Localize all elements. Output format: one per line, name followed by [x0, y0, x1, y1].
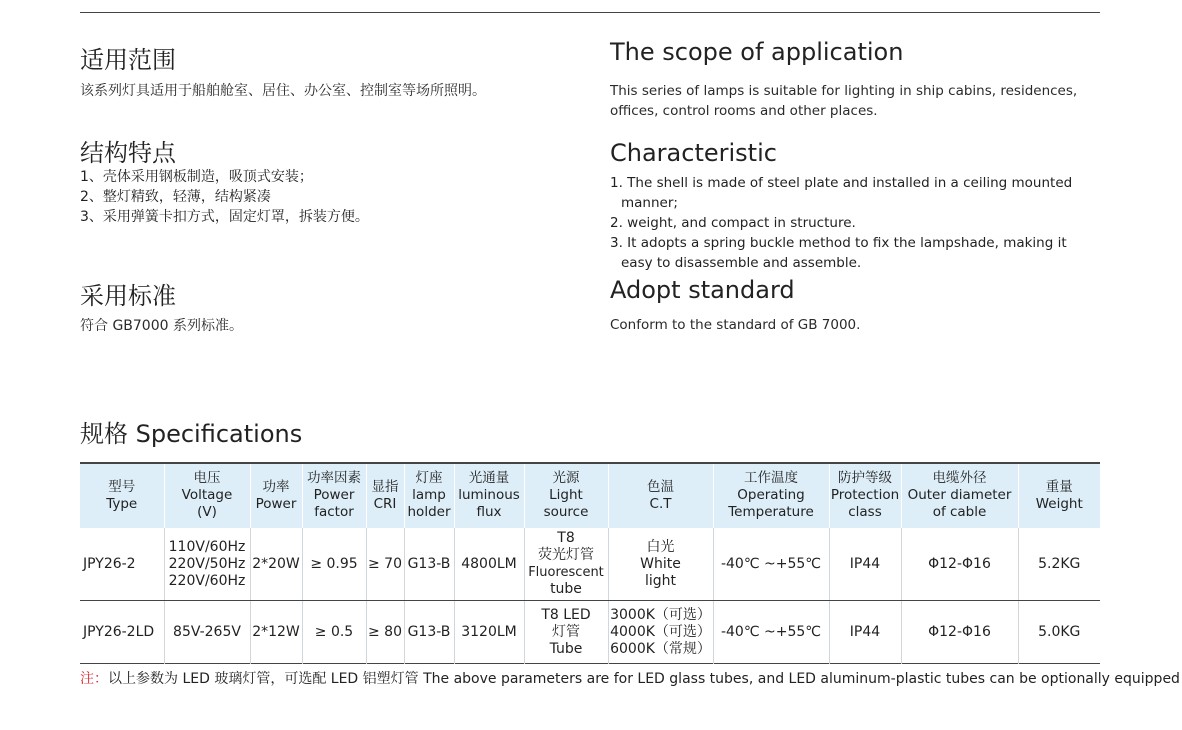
spec-title: 规格 Specifications [80, 420, 303, 448]
cell-protection-class: IP44 [829, 601, 901, 664]
header-lamp-holder: 灯座 lamp holder [404, 463, 454, 528]
en-scope-title: The scope of application [610, 38, 904, 66]
cn-char-title: 结构特点 [80, 139, 176, 167]
header-protection-class: 防护等级 Protection class [829, 463, 901, 528]
en-char-item: 3. It adopts a spring buckle method to fix the lampshade, making it easy to disassemble and assemble. [610, 235, 1067, 271]
cell-protection-class: IP44 [829, 528, 901, 601]
cell-power-factor: ≥ 0.95 [302, 528, 366, 601]
cell-light-source: T8 荧光灯管 Fluorescent tube [524, 528, 608, 601]
header-type: 型号 Type [106, 478, 138, 512]
cell-type: JPY26-2 [80, 528, 164, 601]
header-weight: 重量 Weight [1018, 463, 1100, 528]
footnote [80, 668, 1180, 688]
cell-ct: 3000K（可选） 4000K（可选） 6000K（常规） [608, 601, 713, 664]
footnote-text: 以上参数为 LED 玻璃灯管，可选配 LED 铝塑灯管 The above parameters are for LED glass tubes, and LED aluminum-plastic tubes can be optionally equipped [108, 671, 1180, 687]
spec-header-row [80, 463, 1100, 528]
cell-operating-temperature: -40℃ ~+55℃ [713, 528, 829, 601]
header-cri: 显指 CRI [366, 463, 404, 528]
cell-voltage: 110V/60Hz 220V/50Hz 220V/60Hz [164, 528, 250, 601]
header-ct: 色温 C.T [608, 463, 713, 528]
table-row [80, 528, 1100, 601]
cell-power: 2*20W [250, 528, 302, 601]
cell-cri: ≥ 80 [366, 601, 404, 664]
cell-voltage: 85V-265V [164, 601, 250, 664]
cn-char-item: 1、壳体采用钢板制造，吸顶式安装； [80, 169, 313, 185]
header-light-source: 光源 Light source [524, 463, 608, 528]
cell-lamp-holder: G13-B [404, 601, 454, 664]
cell-power: 2*12W [250, 601, 302, 664]
cell-weight: 5.0KG [1018, 601, 1100, 664]
header-operating-temperature: 工作温度 Operating Temperature [713, 463, 829, 528]
cn-std-title: 采用标准 [80, 282, 176, 310]
cell-cable-diameter: Φ12-Φ16 [901, 528, 1018, 601]
footnote-mark: 注： [80, 671, 108, 687]
en-scope-text: This series of lamps is suitable for lighting in ship cabins, residences, offices, control rooms and other places. [610, 83, 1078, 119]
cn-std-text: 符合 GB7000 系列标准。 [80, 318, 243, 334]
header-voltage: 电压 Voltage (V) [164, 463, 250, 528]
spec-table [80, 462, 1100, 664]
cn-char-list [80, 167, 580, 227]
table-row [80, 601, 1100, 664]
en-char-title: Characteristic [610, 139, 777, 167]
cell-lamp-holder: G13-B [404, 528, 454, 601]
cn-scope-title: 适用范围 [80, 46, 176, 74]
cell-weight: 5.2KG [1018, 528, 1100, 601]
header-cable-diameter: 电缆外径 Outer diameter of cable [901, 463, 1018, 528]
cell-cable-diameter: Φ12-Φ16 [901, 601, 1018, 664]
cell-power-factor: ≥ 0.5 [302, 601, 366, 664]
cell-luminous-flux: 4800LM [454, 528, 524, 601]
header-power: 功率 Power [250, 463, 302, 528]
top-divider [80, 12, 1100, 13]
cell-cri: ≥ 70 [366, 528, 404, 601]
header-luminous-flux: 光通量 luminous flux [454, 463, 524, 528]
cell-light-source: T8 LED 灯管 Tube [524, 601, 608, 664]
en-std-text: Conform to the standard of GB 7000. [610, 317, 861, 333]
en-std-title: Adopt standard [610, 276, 795, 304]
en-char-item: 2. weight, and compact in structure. [610, 215, 856, 231]
cn-char-item: 3、采用弹簧卡扣方式，固定灯罩，拆装方便。 [80, 209, 369, 225]
cn-scope-text: 该系列灯具适用于船舶舱室、居住、办公室、控制室等场所照明。 [80, 83, 486, 99]
cell-operating-temperature: -40℃ ~+55℃ [713, 601, 829, 664]
header-power-factor: 功率因素 Power factor [302, 463, 366, 528]
cell-ct: 白光 White light [608, 528, 713, 601]
cell-luminous-flux: 3120LM [454, 601, 524, 664]
en-char-item: 1. The shell is made of steel plate and installed in a ceiling mounted manner; [610, 175, 1073, 211]
cell-type: JPY26-2LD [83, 623, 155, 640]
cn-char-item: 2、整灯精致，轻薄，结构紧凑 [80, 189, 271, 205]
en-char-list [610, 173, 1100, 273]
